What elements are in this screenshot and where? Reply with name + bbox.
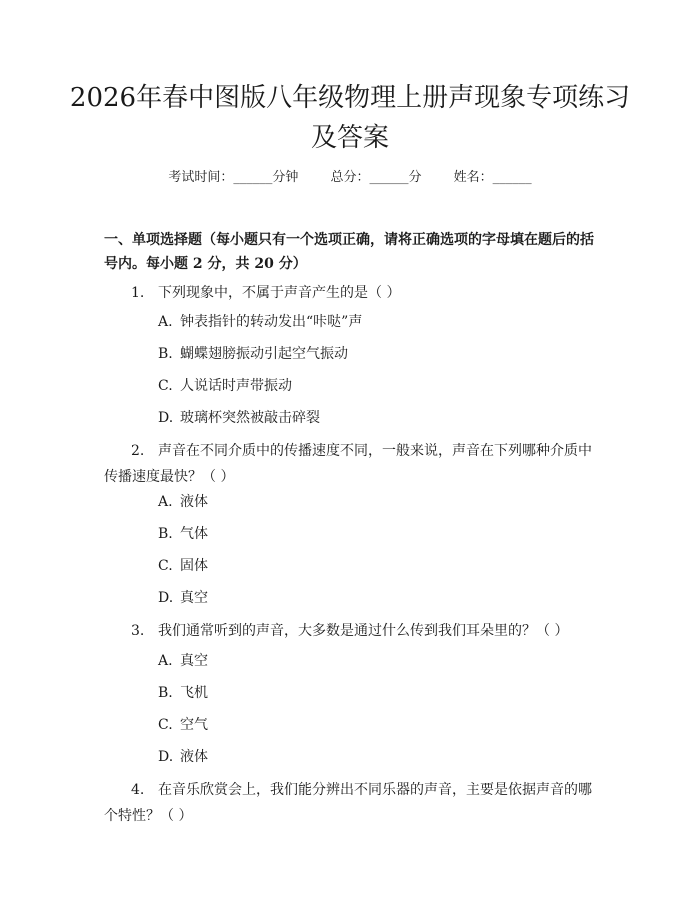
question-number: 1.	[131, 285, 145, 301]
total-score-field: 总分：______分	[330, 170, 422, 185]
option-text: 飞机	[180, 685, 208, 701]
section-heading: 一、单项选择题（每小题只有一个选项正确，请将正确选项的字母填在题后的括号内。每小题 2 分，共 20 分）	[104, 232, 594, 272]
question-number: 2.	[131, 443, 145, 459]
option-3c	[158, 714, 598, 736]
question-number: 3.	[131, 623, 145, 639]
option-letter: C.	[158, 378, 173, 394]
question-text: 下列现象中，不属于声音产生的是（ ）	[158, 285, 401, 301]
option-1b	[158, 343, 598, 365]
option-text: 气体	[180, 526, 208, 542]
question-1	[104, 280, 604, 306]
option-text: 钟表指针的转动发出“咔哒”声	[180, 314, 363, 330]
option-2b	[158, 523, 598, 545]
option-text: 人说话时声带振动	[180, 378, 292, 394]
option-text: 空气	[180, 717, 208, 733]
exam-meta	[0, 168, 700, 188]
option-1d	[158, 407, 598, 429]
question-3	[104, 618, 604, 644]
option-text: 固体	[180, 558, 208, 574]
question-2	[104, 438, 604, 490]
option-letter: B.	[158, 685, 173, 701]
option-text: 玻璃杯突然被敲击碎裂	[180, 410, 320, 426]
option-letter: D.	[158, 590, 174, 606]
option-text: 液体	[180, 494, 208, 510]
student-name-field: 姓名：______	[453, 170, 532, 185]
option-letter: A.	[158, 653, 173, 669]
option-1c	[158, 375, 598, 397]
question-text: 在音乐欣赏会上，我们能分辨出不同乐器的声音，主要是依据声音的哪个特性？（ ）	[104, 782, 592, 824]
option-letter: A.	[158, 494, 173, 510]
option-2d	[158, 587, 598, 609]
option-letter: B.	[158, 346, 173, 362]
question-number: 4.	[131, 782, 145, 798]
option-3a	[158, 650, 598, 672]
question-text: 声音在不同介质中的传播速度不同，一般来说，声音在下列哪种介质中传播速度最快？（ ）	[104, 443, 592, 485]
option-letter: C.	[158, 558, 173, 574]
question-4	[104, 777, 604, 829]
option-letter: B.	[158, 526, 173, 542]
option-2c	[158, 555, 598, 577]
document-title: 2026年春中图版八年级物理上册声现象专项练习及答案	[69, 83, 631, 153]
option-3b	[158, 682, 598, 704]
option-1a	[158, 311, 598, 333]
option-letter: D.	[158, 749, 174, 765]
option-letter: D.	[158, 410, 174, 426]
option-text: 真空	[180, 653, 208, 669]
question-text: 我们通常听到的声音，大多数是通过什么传到我们耳朵里的？（ ）	[158, 623, 569, 639]
option-2a	[158, 491, 598, 513]
exam-time-field: 考试时间：______分钟	[168, 170, 299, 185]
option-letter: A.	[158, 314, 173, 330]
option-text: 蝴蝶翅膀振动引起空气振动	[180, 346, 348, 362]
option-text: 液体	[180, 749, 208, 765]
option-letter: C.	[158, 717, 173, 733]
option-text: 真空	[180, 590, 208, 606]
option-3d	[158, 746, 598, 768]
